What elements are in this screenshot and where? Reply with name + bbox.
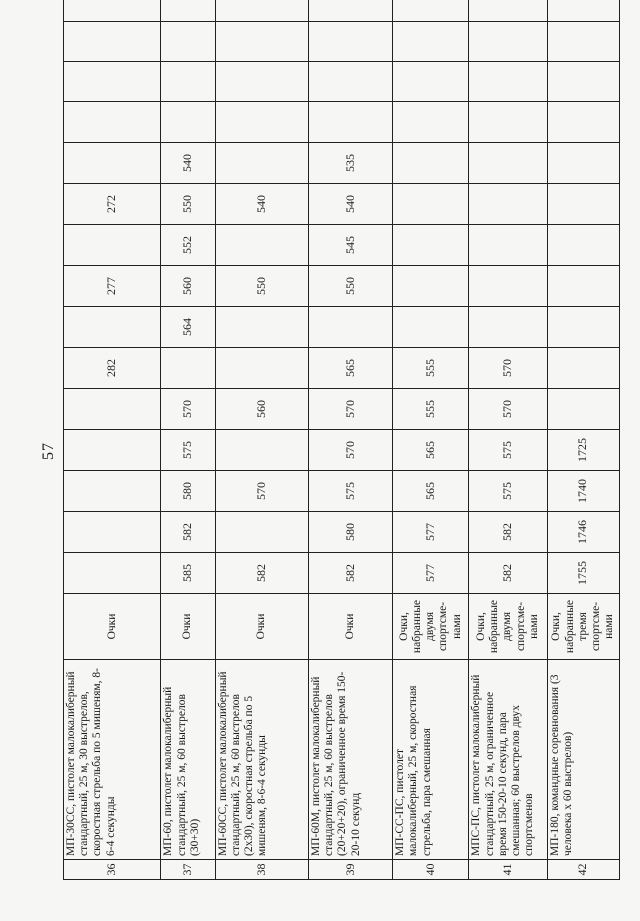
value-cell xyxy=(547,184,619,225)
value-cell: 565 xyxy=(393,471,469,512)
value-cell: 560 xyxy=(215,389,308,430)
value-cell xyxy=(215,102,308,143)
value-cell xyxy=(161,22,215,62)
value-cell xyxy=(469,143,547,184)
value-cell xyxy=(308,307,392,348)
table-row xyxy=(469,0,547,880)
value-cell: 570 xyxy=(215,471,308,512)
value-cell xyxy=(547,348,619,389)
value-cell xyxy=(393,22,469,62)
value-cell xyxy=(393,307,469,348)
value-cell xyxy=(64,389,161,430)
value-cell xyxy=(547,307,619,348)
value-cell xyxy=(547,102,619,143)
unit-cell: Очки, набранные двумя спортсме-нами xyxy=(393,594,469,660)
value-cell: 570 xyxy=(469,348,547,389)
value-cell: 550 xyxy=(308,266,392,307)
value-cell: 1740 xyxy=(547,471,619,512)
value-cell: 540 xyxy=(215,184,308,225)
value-cell xyxy=(215,430,308,471)
table-row xyxy=(308,0,392,880)
value-cell xyxy=(161,348,215,389)
table-row xyxy=(161,0,215,880)
value-cell: 535 xyxy=(308,143,392,184)
value-cell xyxy=(215,62,308,102)
value-cell xyxy=(64,471,161,512)
value-cell: 575 xyxy=(469,430,547,471)
unit-cell: Очки xyxy=(64,594,161,660)
value-cell xyxy=(308,0,392,22)
value-cell xyxy=(161,62,215,102)
value-cell xyxy=(161,102,215,143)
discipline-name: МП-30СС, пистолет малокалиберный стандартный, 25 м, 30 выстрелов, скоростная стрельба по 5 мишеням, 8-6-4 секунды xyxy=(64,660,161,860)
value-cell xyxy=(64,62,161,102)
row-number: 42 xyxy=(547,860,619,880)
value-cell xyxy=(64,22,161,62)
value-cell: 585 xyxy=(161,553,215,594)
value-cell xyxy=(161,0,215,22)
value-cell: 570 xyxy=(161,389,215,430)
value-cell xyxy=(64,102,161,143)
value-cell: 565 xyxy=(308,348,392,389)
value-cell xyxy=(393,102,469,143)
discipline-name: МПС-ПС, пистолет малокалиберный стандартный, 25 м, ограниченное время 150-20-10 секунд, пара смешанная; 60 выстрелов двух спортсменов xyxy=(469,660,547,860)
value-cell xyxy=(215,225,308,266)
value-cell: 277 xyxy=(64,266,161,307)
value-cell xyxy=(215,143,308,184)
value-cell: 552 xyxy=(161,225,215,266)
row-number: 41 xyxy=(469,860,547,880)
value-cell xyxy=(547,143,619,184)
row-number: 40 xyxy=(393,860,469,880)
value-cell: 1725 xyxy=(547,430,619,471)
value-cell xyxy=(547,62,619,102)
value-cell xyxy=(64,553,161,594)
value-cell xyxy=(469,0,547,22)
value-cell: 272 xyxy=(64,184,161,225)
unit-cell: Очки, набранные двумя спортсме-нами xyxy=(469,594,547,660)
value-cell xyxy=(64,0,161,22)
value-cell: 582 xyxy=(161,512,215,553)
value-cell: 565 xyxy=(393,430,469,471)
value-cell: 550 xyxy=(215,266,308,307)
value-cell xyxy=(469,102,547,143)
value-cell xyxy=(64,307,161,348)
row-number: 37 xyxy=(161,860,215,880)
value-cell xyxy=(393,143,469,184)
value-cell: 1755 xyxy=(547,553,619,594)
table-row xyxy=(64,0,161,880)
value-cell xyxy=(393,266,469,307)
value-cell: 540 xyxy=(308,184,392,225)
value-cell xyxy=(469,62,547,102)
unit-cell: Очки, набранные тремя спортсме-нами xyxy=(547,594,619,660)
value-cell: 550 xyxy=(161,184,215,225)
rotated-table-block xyxy=(63,34,620,880)
value-cell xyxy=(547,0,619,22)
value-cell xyxy=(215,0,308,22)
value-cell: 570 xyxy=(308,430,392,471)
discipline-name: МП-60, пистолет малокалиберный стандартный, 25 м, 60 выстрелов (30+30) xyxy=(161,660,215,860)
value-cell xyxy=(64,430,161,471)
unit-cell: Очки xyxy=(215,594,308,660)
discipline-name: МП-180, командные соревнования (3 человека х 60 выстрелов) xyxy=(547,660,619,860)
value-cell: 582 xyxy=(469,553,547,594)
value-cell xyxy=(469,22,547,62)
row-number: 36 xyxy=(64,860,161,880)
value-cell: 540 xyxy=(161,143,215,184)
value-cell xyxy=(308,62,392,102)
page-number: 57 xyxy=(40,442,57,460)
value-cell: 570 xyxy=(308,389,392,430)
unit-cell: Очки xyxy=(308,594,392,660)
value-cell: 582 xyxy=(308,553,392,594)
value-cell: 575 xyxy=(161,430,215,471)
value-cell: 577 xyxy=(393,553,469,594)
value-cell xyxy=(393,225,469,266)
value-cell xyxy=(547,225,619,266)
value-cell xyxy=(308,22,392,62)
value-cell xyxy=(469,307,547,348)
value-cell: 555 xyxy=(393,389,469,430)
table-row xyxy=(215,0,308,880)
value-cell xyxy=(215,22,308,62)
value-cell xyxy=(215,348,308,389)
discipline-name: МП-СС-ПС, пистолет малокалиберный, 25 м, скоростная стрельба, пара смешанная xyxy=(393,660,469,860)
value-cell: 580 xyxy=(161,471,215,512)
discipline-name: МП-60М, пистолет малокалиберный стандартный, 25 м, 60 выстрелов (20+20+20), ограниченное время 150-20-10 секунд xyxy=(308,660,392,860)
discipline-name: МП-60СС, пистолет малокалиберный стандартный, 25 м, 60 выстрелов (2х30), скоростная стрельба по 5 мишеням, 8-6-4 секунды xyxy=(215,660,308,860)
standards-table xyxy=(63,0,620,880)
value-cell: 545 xyxy=(308,225,392,266)
value-cell: 282 xyxy=(64,348,161,389)
value-cell xyxy=(547,22,619,62)
value-cell: 580 xyxy=(308,512,392,553)
value-cell xyxy=(308,102,392,143)
value-cell xyxy=(215,512,308,553)
value-cell xyxy=(393,184,469,225)
value-cell: 1746 xyxy=(547,512,619,553)
value-cell xyxy=(469,184,547,225)
value-cell xyxy=(469,225,547,266)
value-cell xyxy=(469,266,547,307)
unit-cell: Очки xyxy=(161,594,215,660)
value-cell xyxy=(64,225,161,266)
row-number: 38 xyxy=(215,860,308,880)
value-cell xyxy=(547,266,619,307)
value-cell: 575 xyxy=(308,471,392,512)
value-cell: 582 xyxy=(215,553,308,594)
value-cell: 570 xyxy=(469,389,547,430)
table-row xyxy=(547,0,619,880)
value-cell xyxy=(393,0,469,22)
value-cell: 575 xyxy=(469,471,547,512)
value-cell: 555 xyxy=(393,348,469,389)
table-row xyxy=(393,0,469,880)
row-number: 39 xyxy=(308,860,392,880)
value-cell xyxy=(64,512,161,553)
value-cell: 564 xyxy=(161,307,215,348)
value-cell xyxy=(547,389,619,430)
value-cell: 560 xyxy=(161,266,215,307)
value-cell: 577 xyxy=(393,512,469,553)
value-cell xyxy=(393,62,469,102)
value-cell xyxy=(215,307,308,348)
value-cell xyxy=(64,143,161,184)
value-cell: 582 xyxy=(469,512,547,553)
